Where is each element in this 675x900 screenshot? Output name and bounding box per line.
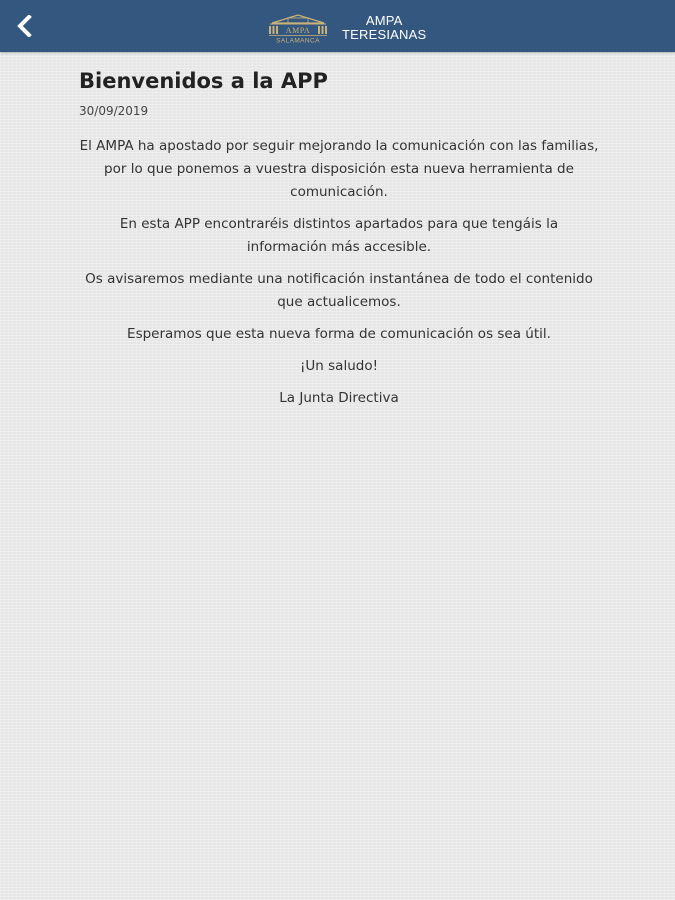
article-paragraph: El AMPA ha apostado por seguir mejorando la comunicación con las familias, por lo que ponemos a vuestra disposición esta nueva herramienta de comunicación. [79, 138, 599, 200]
article-signature: La Junta Directiva [279, 390, 399, 406]
article-paragraph: En esta APP encontraréis distintos apartados para que tengáis la información más accesible. [119, 216, 559, 255]
article-body [79, 135, 599, 410]
logo-text: AMPA [285, 26, 311, 35]
chevron-left-icon [16, 15, 34, 37]
brand [266, 10, 426, 46]
app-title-line2: TERESIANAS [342, 27, 427, 42]
article-title: Bienvenidos a la APP [79, 69, 328, 93]
back-button[interactable] [10, 8, 40, 44]
article-greeting: ¡Un saludo! [300, 358, 378, 374]
article-date: 30/09/2019 [79, 104, 149, 118]
app-title [342, 14, 426, 42]
article-paragraph: Os avisaremos mediante una notificación instantánea de todo el contenido que actualicemos. [85, 271, 593, 310]
top-bar [0, 0, 675, 52]
article-paragraph: Esperamos que esta nueva forma de comunicación os sea útil. [127, 326, 551, 342]
ampa-logo [266, 11, 330, 45]
app-title-line1: AMPA [365, 13, 403, 28]
logo-subtext: SALAMANCA [276, 37, 320, 45]
article [79, 66, 599, 419]
